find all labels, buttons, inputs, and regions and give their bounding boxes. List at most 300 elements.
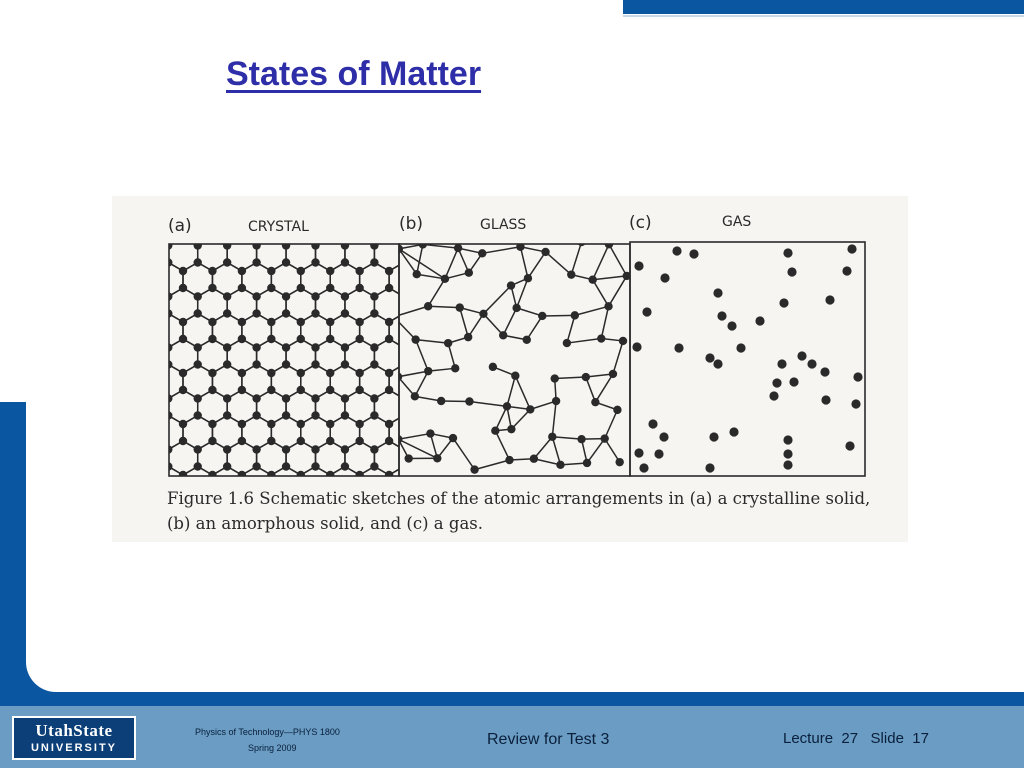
atom-dot	[847, 244, 856, 253]
atom-dot	[252, 445, 260, 453]
atom-dot	[267, 386, 275, 394]
atom-dot	[355, 284, 363, 292]
bond-line	[495, 431, 509, 460]
atom-dot	[419, 240, 427, 248]
bond-line	[360, 212, 375, 221]
bond-line	[555, 377, 586, 379]
atom-dot	[451, 364, 459, 372]
atom-dot	[441, 275, 449, 283]
bond-line	[546, 252, 572, 275]
atom-dot	[413, 270, 421, 278]
atom-dot	[385, 284, 393, 292]
atom-dot	[755, 316, 764, 325]
atom-dot	[297, 386, 305, 394]
bond-line	[445, 248, 458, 279]
atom-dot	[282, 241, 290, 249]
bond-line	[593, 280, 609, 307]
atom-dot	[311, 462, 319, 470]
bond-line	[398, 434, 430, 440]
bond-line	[552, 437, 581, 439]
bond-line	[154, 441, 169, 450]
bond-line	[475, 460, 510, 470]
atom-dot	[326, 471, 334, 479]
atom-dot	[194, 343, 202, 351]
atom-dot	[297, 284, 305, 292]
bond-line	[404, 365, 419, 374]
panel-a-name: CRYSTAL	[248, 219, 309, 235]
atom-dot	[713, 359, 722, 368]
atom-dot	[567, 270, 575, 278]
atom-dot	[769, 391, 778, 400]
atom-dot	[541, 248, 549, 256]
atom-dot	[238, 420, 246, 428]
atom-dot	[223, 292, 231, 300]
atom-dot	[208, 318, 216, 326]
bond-line	[528, 252, 546, 278]
atom-dot	[548, 433, 556, 441]
atom-dot	[282, 360, 290, 368]
corner-mask	[26, 640, 86, 692]
atom-dot	[297, 420, 305, 428]
atom-dot	[238, 335, 246, 343]
top-accent-bar	[623, 0, 1024, 14]
atom-dot	[311, 445, 319, 453]
panel-b-label: (b)	[399, 214, 424, 234]
atom-dot	[223, 445, 231, 453]
atom-dot	[341, 292, 349, 300]
atom-dot	[267, 267, 275, 275]
atom-dot	[385, 386, 393, 394]
bond-line	[593, 276, 627, 280]
atom-dot	[311, 292, 319, 300]
bond-line	[404, 467, 419, 476]
atom-dot	[689, 249, 698, 258]
atom-dot	[777, 359, 786, 368]
atom-dot	[634, 261, 643, 270]
slide-number: Lecture 27 Slide 17	[783, 730, 929, 747]
bond-line	[154, 467, 169, 476]
bond-line	[330, 212, 345, 221]
atom-dot	[341, 258, 349, 266]
atom-dot	[355, 267, 363, 275]
bond-line	[399, 249, 417, 274]
caption-line-2: (b) an amorphous solid, and (c) a gas.	[167, 514, 483, 533]
bond-line	[394, 317, 416, 340]
atom-dot	[267, 437, 275, 445]
bond-line	[417, 244, 423, 274]
atom-dot	[311, 241, 319, 249]
bond-line	[398, 371, 428, 377]
bond-line	[139, 365, 154, 374]
bond-line	[605, 410, 618, 439]
bond-line	[139, 339, 154, 348]
atom-dot	[507, 281, 515, 289]
bond-line	[154, 390, 169, 399]
bond-line	[483, 314, 503, 335]
slide-title: States of Matter	[226, 55, 482, 93]
atom-dot	[194, 241, 202, 249]
caption-line-1: Figure 1.6 Schematic sketches of the atomic arrangements in (a) a crystalline solid,	[167, 489, 871, 508]
atom-dot	[311, 394, 319, 402]
atom-dot	[311, 360, 319, 368]
atom-dot	[571, 311, 579, 319]
atom-dot	[524, 274, 532, 282]
atom-dot	[355, 471, 363, 479]
atom-dot	[297, 471, 305, 479]
atom-dot	[717, 311, 726, 320]
bond-line	[507, 376, 515, 407]
bond-line	[469, 402, 507, 407]
atom-dot	[179, 284, 187, 292]
atom-dot	[600, 434, 608, 442]
top-accent-line	[623, 15, 1024, 17]
atom-dot	[311, 411, 319, 419]
atom-dot	[623, 272, 631, 280]
atom-dot	[252, 258, 260, 266]
atom-dot	[297, 369, 305, 377]
figure-caption	[167, 486, 870, 536]
bond-line	[139, 263, 154, 272]
atom-dot	[208, 471, 216, 479]
atom-dot	[385, 471, 393, 479]
bond-line	[428, 279, 445, 306]
atom-dot	[674, 343, 683, 352]
atom-dot	[577, 435, 585, 443]
bond-line	[593, 244, 609, 279]
atom-dot	[437, 397, 445, 405]
atom-dot	[341, 445, 349, 453]
bond-line	[416, 340, 448, 344]
atom-dot	[179, 335, 187, 343]
bond-line	[609, 244, 627, 276]
atom-dot	[385, 318, 393, 326]
atom-dot	[853, 372, 862, 381]
bond-line	[139, 467, 154, 476]
atom-dot	[208, 335, 216, 343]
course-name: Physics of Technology—PHYS 1800	[195, 727, 340, 737]
bond-line	[587, 439, 605, 463]
atom-dot	[705, 353, 714, 362]
atom-dot	[297, 335, 305, 343]
atom-dot	[604, 302, 612, 310]
bond-line	[212, 212, 227, 221]
atom-dot	[282, 292, 290, 300]
atom-dot	[577, 238, 585, 246]
bond-line	[227, 212, 242, 221]
panel-a-label: (a)	[168, 216, 192, 236]
atom-dot	[223, 411, 231, 419]
atom-dot	[589, 276, 597, 284]
atom-dot	[619, 337, 627, 345]
atom-dot	[639, 463, 648, 472]
panel-c-label: (c)	[629, 213, 652, 233]
atom-dot	[672, 246, 681, 255]
atom-dot	[512, 304, 520, 312]
atom-dot	[370, 309, 378, 317]
bond-line	[154, 365, 169, 374]
atom-dot	[479, 310, 487, 318]
bottom-accent-band	[0, 692, 1024, 706]
atom-dot	[842, 266, 851, 275]
atom-dot	[465, 397, 473, 405]
atom-dot	[179, 420, 187, 428]
bond-line	[542, 315, 575, 316]
bond-line	[483, 286, 511, 314]
bond-line	[154, 441, 169, 450]
atom-dot	[845, 441, 854, 450]
atom-dot	[449, 434, 457, 442]
atom-dot	[194, 309, 202, 317]
atom-dot	[341, 360, 349, 368]
atom-dot	[385, 335, 393, 343]
atom-dot	[238, 284, 246, 292]
atom-dot	[208, 437, 216, 445]
atom-dot	[489, 363, 497, 371]
bond-line	[601, 306, 608, 338]
atom-dot	[705, 463, 714, 472]
bond-line	[567, 339, 601, 344]
bond-line	[534, 437, 552, 459]
atom-dot	[252, 360, 260, 368]
atom-dot	[341, 411, 349, 419]
atom-dot	[491, 427, 499, 435]
bond-line	[374, 212, 389, 221]
atom-dot	[433, 454, 441, 462]
atom-dot	[370, 360, 378, 368]
atom-dot	[370, 462, 378, 470]
atom-dot	[370, 394, 378, 402]
atom-dot	[252, 411, 260, 419]
bond-line	[609, 276, 627, 306]
atom-dot	[634, 448, 643, 457]
atom-dot	[179, 318, 187, 326]
logo-subtext: UNIVERSITY	[30, 742, 117, 754]
atom-dot	[648, 419, 657, 428]
atom-dot	[820, 367, 829, 376]
bond-line	[520, 247, 528, 278]
atom-dot	[411, 392, 419, 400]
atom-dot	[179, 267, 187, 275]
atom-dot	[282, 309, 290, 317]
bond-line	[154, 339, 169, 348]
atom-dot	[194, 445, 202, 453]
bond-line	[154, 288, 169, 297]
atom-dot	[511, 372, 519, 380]
atom-dot	[267, 471, 275, 479]
atom-dot	[311, 309, 319, 317]
atom-dot	[179, 369, 187, 377]
bond-line	[139, 237, 154, 246]
atom-dot	[194, 411, 202, 419]
bond-line	[595, 374, 613, 402]
atom-dot	[609, 370, 617, 378]
bond-line	[139, 288, 154, 297]
atom-dot	[194, 394, 202, 402]
bond-line	[154, 416, 169, 425]
atom-dot	[208, 386, 216, 394]
atom-dot	[789, 377, 798, 386]
atom-dot	[478, 249, 486, 257]
atom-dot	[632, 342, 641, 351]
bond-line	[198, 212, 213, 221]
atom-dot	[385, 267, 393, 275]
bond-line	[575, 306, 609, 315]
atom-dot	[713, 288, 722, 297]
bond-line	[460, 308, 468, 338]
bond-line	[139, 416, 154, 425]
atom-dot	[505, 456, 513, 464]
atom-dot	[394, 373, 402, 381]
bond-line	[154, 263, 169, 272]
atom-dot	[783, 460, 792, 469]
bond-line	[441, 401, 469, 402]
bond-line	[404, 416, 419, 425]
atom-dot	[591, 398, 599, 406]
atom-dot	[556, 461, 564, 469]
atom-dot	[326, 386, 334, 394]
left-accent-bar	[0, 402, 26, 700]
atom-dot	[736, 343, 745, 352]
atom-dot	[825, 295, 834, 304]
atom-dot	[282, 258, 290, 266]
bond-line	[139, 441, 154, 450]
atom-dot	[772, 378, 781, 387]
atom-dot	[563, 339, 571, 347]
bond-line	[154, 288, 169, 297]
states-of-matter-figure	[112, 196, 908, 542]
atom-dot	[385, 437, 393, 445]
atom-dot	[851, 399, 860, 408]
atom-dot	[223, 394, 231, 402]
atom-dot	[709, 432, 718, 441]
atom-dot	[370, 258, 378, 266]
bond-line	[423, 244, 458, 248]
gas-atoms	[632, 244, 862, 472]
atom-dot	[385, 420, 393, 428]
atom-dot	[208, 420, 216, 428]
atom-dot	[411, 335, 419, 343]
atom-dot	[424, 302, 432, 310]
atom-dot	[267, 284, 275, 292]
atom-dot	[267, 369, 275, 377]
atom-dot	[355, 437, 363, 445]
atom-dot	[326, 318, 334, 326]
bond-line	[154, 339, 169, 348]
atom-dot	[523, 336, 531, 344]
bond-line	[154, 390, 169, 399]
atom-dot	[503, 402, 511, 410]
panel-b-name: GLASS	[480, 217, 527, 233]
atom-dot	[341, 394, 349, 402]
bond-line	[482, 247, 520, 254]
atom-dot	[223, 309, 231, 317]
bond-line	[154, 212, 169, 221]
bond-line	[428, 306, 460, 307]
atom-dot	[660, 273, 669, 282]
atom-dot	[507, 425, 515, 433]
bond-line	[154, 365, 169, 374]
bond-line	[154, 467, 169, 476]
atom-dot	[807, 359, 816, 368]
atom-dot	[355, 386, 363, 394]
atom-dot	[370, 241, 378, 249]
atom-dot	[341, 309, 349, 317]
atom-dot	[252, 309, 260, 317]
atom-dot	[341, 462, 349, 470]
atom-dot	[370, 445, 378, 453]
atom-dot	[208, 284, 216, 292]
atom-dot	[297, 437, 305, 445]
atom-dot	[526, 405, 534, 413]
atom-dot	[355, 335, 363, 343]
atom-dot	[179, 437, 187, 445]
atom-dot	[223, 241, 231, 249]
atom-dot	[282, 343, 290, 351]
bond-line	[503, 308, 516, 335]
crystal-lattice	[139, 212, 419, 501]
bond-line	[415, 371, 428, 396]
atom-dot	[238, 267, 246, 275]
atom-dot	[238, 318, 246, 326]
bond-line	[453, 438, 475, 470]
bond-line	[316, 212, 331, 221]
bond-line	[154, 263, 169, 272]
atom-dot	[326, 420, 334, 428]
atom-dot	[326, 284, 334, 292]
atom-dot	[311, 258, 319, 266]
atom-dot	[267, 318, 275, 326]
atom-dot	[654, 449, 663, 458]
bond-line	[571, 242, 581, 275]
atom-dot	[194, 258, 202, 266]
bond-line	[154, 237, 169, 246]
atom-dot	[282, 462, 290, 470]
atom-dot	[355, 369, 363, 377]
atom-dot	[194, 292, 202, 300]
atom-dot	[238, 437, 246, 445]
atom-dot	[444, 339, 452, 347]
atom-dot	[223, 462, 231, 470]
atom-dot	[530, 455, 538, 463]
logo-wordmark: UtahState	[35, 721, 113, 740]
university-logo	[12, 716, 136, 760]
atom-dot	[499, 331, 507, 339]
atom-dot	[454, 244, 462, 252]
bond-line	[154, 237, 169, 246]
atom-dot	[208, 369, 216, 377]
bond-line	[345, 212, 360, 221]
bond-line	[154, 314, 169, 323]
atom-dot	[341, 241, 349, 249]
atom-dot	[238, 471, 246, 479]
atom-dot	[642, 307, 651, 316]
atom-dot	[282, 445, 290, 453]
course-term: Spring 2009	[248, 743, 297, 753]
atom-dot	[821, 395, 830, 404]
bond-line	[613, 341, 623, 374]
atom-dot	[779, 298, 788, 307]
bond-line	[154, 416, 169, 425]
atom-dot	[355, 318, 363, 326]
atom-dot	[783, 248, 792, 257]
atom-dot	[238, 386, 246, 394]
atom-dot	[223, 360, 231, 368]
atom-dot	[470, 465, 478, 473]
atom-dot	[615, 458, 623, 466]
atom-dot	[551, 374, 559, 382]
atom-dot	[538, 312, 546, 320]
atom-dot	[297, 267, 305, 275]
